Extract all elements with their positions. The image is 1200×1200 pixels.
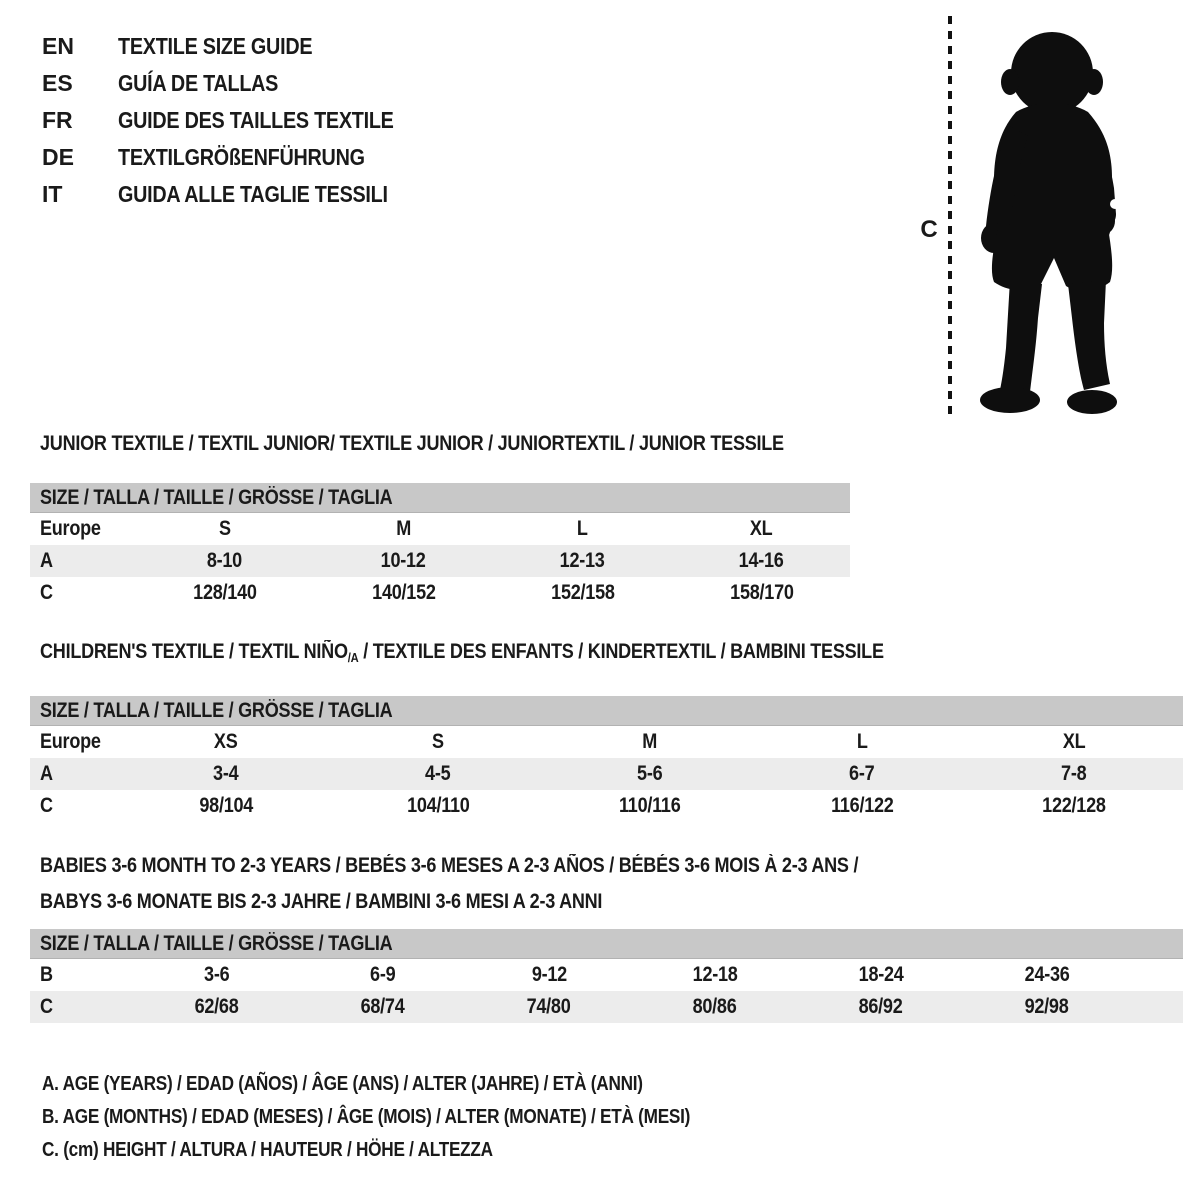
size-cell: 24-36 [1024, 963, 1070, 986]
size-cell: 7-8 [1061, 762, 1087, 785]
table-row [30, 726, 1183, 758]
table-row [30, 758, 1183, 790]
size-cell: XL [1062, 730, 1086, 753]
size-cell: 9-12 [531, 963, 567, 986]
toddler-silhouette [966, 20, 1138, 420]
table-row [30, 790, 1183, 822]
language-label: GUIDA ALLE TAGLIE TESSILI [118, 181, 388, 207]
legend-line-a: A. AGE (YEARS) / EDAD (AÑOS) / ÂGE (ANS) / ALTER (JAHRE) / ETÀ (ANNI) [42, 1073, 643, 1095]
junior-section-title: JUNIOR TEXTILE / TEXTIL JUNIOR/ TEXTILE JUNIOR / JUNIORTEXTIL / JUNIOR TESSILE [40, 432, 784, 455]
size-cell: XS [214, 730, 238, 753]
row-label: C [40, 581, 53, 604]
size-cell: 3-4 [213, 762, 239, 785]
babies-section-title: BABIES 3-6 MONTH TO 2-3 YEARS / BEBÉS 3-6 MESES A 2-3 AÑOS / BÉBÉS 3-6 MOIS À 2-3 ANS / BABYS 3-6 MONATE BIS 2-3 JAHRE / BAMBINI 3-6 MESI A 2-3 ANNI [40, 854, 859, 913]
language-row [42, 139, 439, 176]
size-cell: XL [750, 517, 773, 540]
table-row [30, 959, 1183, 991]
size-cell: 3-6 [204, 963, 230, 986]
children-textile-section [30, 640, 1183, 822]
language-header [42, 28, 439, 213]
size-cell: 6-7 [849, 762, 875, 785]
language-code: IT [42, 181, 63, 207]
row-label: Europe [40, 517, 101, 540]
language-code: DE [42, 144, 74, 170]
size-cell: 5-6 [637, 762, 663, 785]
row-label: A [40, 549, 53, 572]
size-cell: 104/110 [406, 794, 470, 817]
language-row [42, 28, 439, 65]
size-cell: 152/158 [550, 581, 615, 604]
size-cell: 68/74 [361, 995, 405, 1018]
language-code: ES [42, 70, 73, 96]
size-cell: L [856, 730, 868, 753]
table-row [30, 991, 1183, 1023]
row-label: B [40, 963, 53, 986]
language-row [42, 102, 439, 139]
language-row [42, 176, 439, 213]
size-cell: L [577, 517, 588, 540]
row-label: Europe [40, 730, 101, 753]
children-section-title: CHILDREN'S TEXTILE / TEXTIL $NIÑO_{/A}$ / TEXTILE DES ENFANTS / KINDERTEXTIL / BAMBINI TESSILE [40, 640, 884, 665]
size-cell: 12-13 [560, 549, 605, 572]
size-header-bar: SIZE / TALLA / TAILLE / GRÖSSE / TAGLIA [30, 696, 1183, 726]
size-cell: 12-18 [692, 963, 738, 986]
size-cell: 158/170 [729, 581, 794, 604]
size-cell: 110/116 [619, 794, 681, 817]
measure-legend [42, 1068, 796, 1167]
size-cell: 80/86 [693, 995, 737, 1018]
size-header-bar: SIZE / TALLA / TAILLE / GRÖSSE / TAGLIA [30, 483, 850, 513]
legend-line-b: B. AGE (MONTHS) / EDAD (MESES) / ÂGE (MOIS) / ALTER (MONATE) / ETÀ (MESI) [42, 1106, 691, 1128]
language-label: TEXTILE SIZE GUIDE [118, 33, 313, 59]
size-cell: 116/122 [830, 794, 894, 817]
height-measure-line [948, 16, 952, 416]
size-cell: 62/68 [195, 995, 239, 1018]
size-cell: 4-5 [425, 762, 451, 785]
language-label: GUÍA DE TALLAS [118, 70, 279, 96]
babies-textile-section [30, 848, 1183, 1023]
size-cell: 140/152 [371, 581, 436, 604]
language-label: GUIDE DES TAILLES TEXTILE [118, 107, 394, 133]
junior-textile-section [30, 432, 850, 609]
language-label: TEXTILGRÖßENFÜHRUNG [118, 144, 365, 170]
size-cell: M [642, 730, 658, 753]
language-code: FR [42, 107, 73, 133]
row-label: A [40, 762, 53, 785]
row-label: C [40, 794, 53, 817]
size-cell: 18-24 [858, 963, 904, 986]
size-cell: 86/92 [859, 995, 903, 1018]
size-header-bar: SIZE / TALLA / TAILLE / GRÖSSE / TAGLIA [30, 929, 1183, 959]
size-cell: S [218, 517, 231, 540]
language-row [42, 65, 439, 102]
table-row [30, 577, 850, 609]
size-cell: 10-12 [381, 549, 426, 572]
language-code: EN [42, 33, 74, 59]
size-cell: S [432, 730, 444, 753]
size-cell: 74/80 [527, 995, 571, 1018]
row-label: C [40, 995, 53, 1018]
size-cell: 14-16 [739, 549, 784, 572]
size-cell: 6-9 [370, 963, 396, 986]
table-row [30, 513, 850, 545]
table-row [30, 545, 850, 577]
nino-a-subscript: /A [347, 650, 359, 665]
height-measure-label: C [920, 216, 938, 243]
legend-line-c: C. (cm) HEIGHT / ALTURA / HAUTEUR / HÖHE / ALTEZZA [42, 1139, 493, 1161]
size-cell: 128/140 [192, 581, 257, 604]
size-cell: 92/98 [1025, 995, 1069, 1018]
size-cell: M [396, 517, 411, 540]
size-cell: 98/104 [199, 794, 253, 817]
size-cell: 122/128 [1042, 794, 1106, 817]
size-cell: 8-10 [206, 549, 243, 572]
